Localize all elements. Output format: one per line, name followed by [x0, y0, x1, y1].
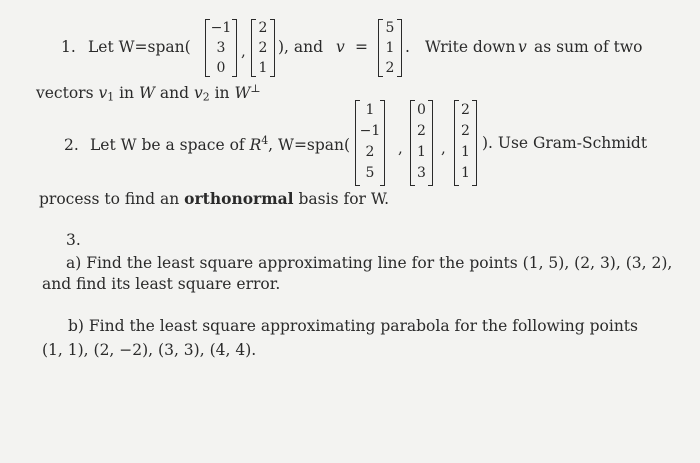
matrix-cell: 2 — [258, 40, 268, 56]
matrix-cell: 1 — [258, 60, 268, 76]
q2-let-text — [90, 134, 351, 154]
q1-w-variable-1: W — [138, 84, 155, 102]
q2-matrix-c — [454, 100, 477, 186]
q1-and-text: ), and — [278, 38, 324, 56]
q1-in-text-2: in — [214, 84, 230, 102]
q1-number: 1. — [61, 38, 76, 56]
q1-v2-variable: v — [193, 84, 203, 102]
q2-span-text: , W=span( — [268, 136, 351, 154]
matrix-cell: 2 — [461, 123, 470, 139]
q2-line2-start: process to find an — [39, 190, 180, 208]
q1-write-text: Write down — [425, 38, 516, 56]
matrix-cell: 2 — [417, 123, 426, 139]
matrix-cell: 5 — [365, 165, 375, 181]
q1-v-variable-2: v — [518, 38, 527, 56]
matrix-cell: 2 — [385, 60, 395, 76]
q1-as-sum-text: as sum of two — [534, 38, 643, 56]
q1-period: . — [405, 38, 410, 56]
matrix-cell: 0 — [216, 60, 226, 76]
q2-line2 — [39, 191, 389, 208]
q2-orthonormal-bold: orthonormal — [184, 189, 294, 208]
matrix-cell: 3 — [216, 40, 226, 56]
matrix-cell: 1 — [461, 165, 470, 181]
q3-part-b-line1: b) Find the least square approximating parabola for the following points — [68, 317, 638, 335]
matrix-cell: 0 — [417, 102, 426, 118]
q3-part-a-line2: and find its least square error. — [42, 275, 281, 293]
q1-line2 — [36, 82, 261, 104]
q1-and-text-2: and — [159, 84, 190, 102]
q2-line2-end: basis for W. — [298, 190, 390, 208]
q1-in-text-1: in — [119, 84, 135, 102]
matrix-cell: 5 — [385, 20, 395, 36]
q1-matrix-a — [205, 19, 237, 77]
q2-r-superscript: 4 — [261, 134, 269, 148]
q2-let-text-main: Let W be a space of — [90, 136, 245, 154]
matrix-cell: −1 — [210, 20, 232, 36]
q1-v1-subscript: 1 — [107, 90, 115, 104]
q1-w-variable-2: W — [234, 84, 251, 102]
q3-part-a-line1: a) Find the least square approximating line for the points (1, 5), (2, 3), (3, 2), — [66, 254, 673, 272]
q1-v2-subscript: 2 — [202, 90, 210, 104]
q1-perp-superscript: ⊥ — [250, 82, 261, 96]
matrix-cell: 3 — [417, 165, 426, 181]
q2-comma-1: , — [398, 139, 403, 157]
matrix-cell: 2 — [365, 144, 375, 160]
q2-matrix-b — [410, 100, 433, 186]
q1-let-text: Let W=span( — [88, 38, 191, 56]
q1-matrix-v — [378, 19, 402, 77]
q1-v-variable: v — [336, 38, 345, 56]
matrix-cell: 1 — [461, 144, 470, 160]
q2-r-variable: R — [249, 136, 262, 154]
q1-comma: , — [241, 42, 246, 60]
q1-v1-variable: v — [98, 84, 108, 102]
q1-matrix-b — [251, 19, 275, 77]
matrix-cell: 2 — [461, 102, 470, 118]
q2-comma-2: , — [441, 139, 446, 157]
matrix-cell: 1 — [365, 102, 375, 118]
q1-equals: = — [355, 38, 368, 56]
q2-close-text: ). Use Gram-Schmidt — [482, 134, 648, 152]
matrix-cell: −1 — [359, 123, 381, 139]
q2-number: 2. — [64, 136, 79, 154]
matrix-cell: 2 — [258, 20, 268, 36]
q3-part-b-line2: (1, 1), (2, −2), (3, 3), (4, 4). — [42, 341, 257, 359]
q3-number: 3. — [66, 231, 81, 249]
matrix-cell: 1 — [385, 40, 395, 56]
matrix-cell: 1 — [417, 144, 426, 160]
q1-vectors-text: vectors — [36, 84, 94, 102]
q2-matrix-a — [355, 100, 385, 186]
